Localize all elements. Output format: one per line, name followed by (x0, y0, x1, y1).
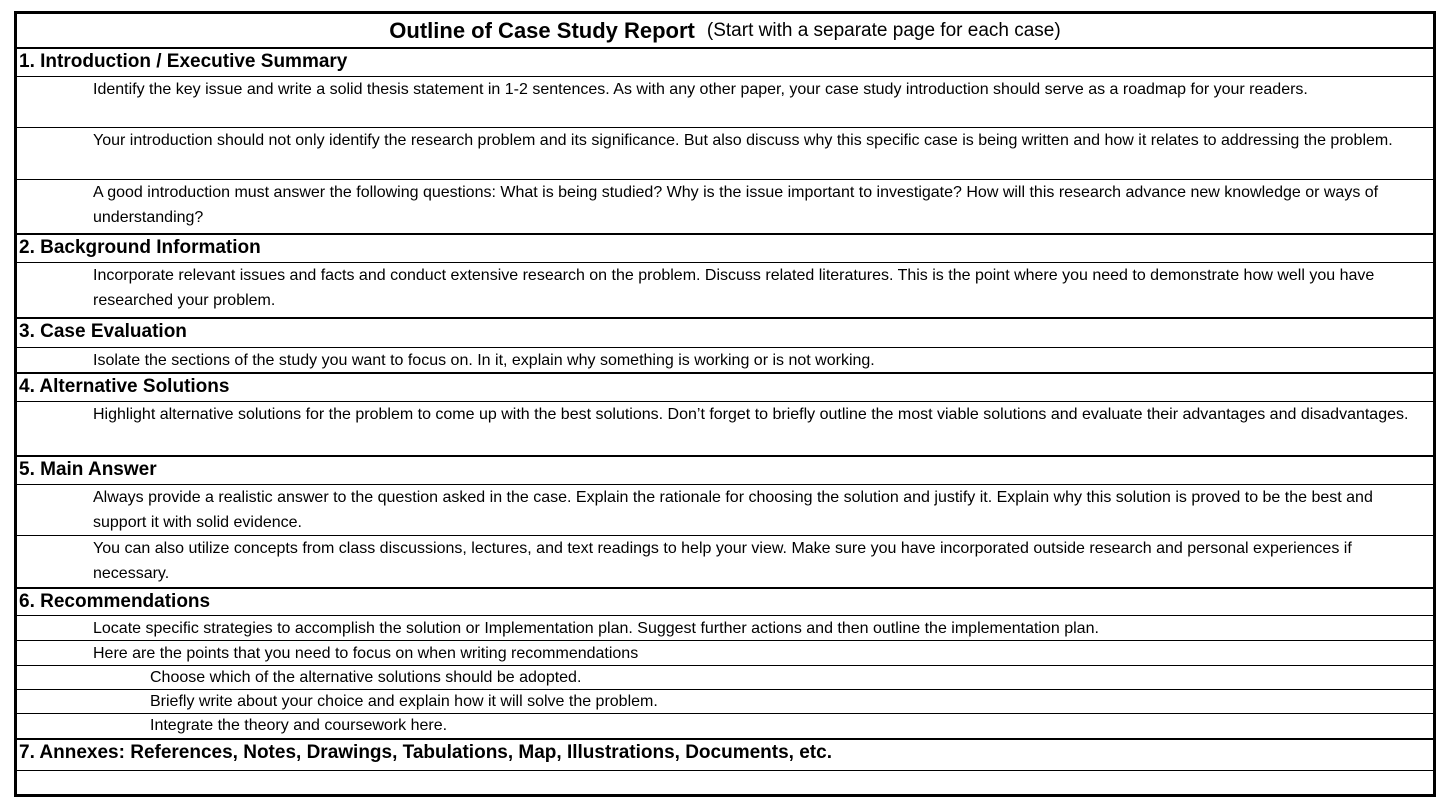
title-row (17, 14, 1433, 47)
introduction-paragraph-1: Identify the key issue and write a solid thesis statement in 1-2 sentences. As with any other paper, your case study introduction should serve as a roadmap for your readers. (17, 76, 1433, 127)
recommendation-point-1: Choose which of the alternative solutions should be adopted. (17, 665, 1433, 689)
recommendation-point-2: Briefly write about your choice and explain how it will solve the problem. (17, 689, 1433, 713)
page-subtitle: (Start with a separate page for each case) (706, 19, 1061, 41)
case-study-outline-sheet (14, 11, 1436, 797)
empty-row (17, 770, 1433, 794)
introduction-paragraph-2: Your introduction should not only identify the research problem and its significance. But also discuss why this specific case is being written and how it relates to addressing the problem. (17, 127, 1433, 179)
section-heading-introduction: 1. Introduction / Executive Summary (17, 47, 1433, 76)
section-heading-case-evaluation: 3. Case Evaluation (17, 317, 1433, 347)
main-answer-paragraph-2: You can also utilize concepts from class discussions, lectures, and text readings to help your view. Make sure you have incorporated outside research and personal experiences if necessary. (17, 535, 1433, 587)
recommendation-point-3: Integrate the theory and coursework here. (17, 713, 1433, 738)
page-title: Outline of Case Study Report (389, 17, 695, 43)
section-heading-background: 2. Background Information (17, 233, 1433, 262)
section-heading-annexes: 7. Annexes: References, Notes, Drawings, Tabulations, Map, Illustrations, Documents, etc. (17, 738, 1433, 770)
section-heading-main-answer: 5. Main Answer (17, 455, 1433, 484)
recommendations-paragraph-2: Here are the points that you need to focus on when writing recommendations (17, 640, 1433, 665)
background-paragraph-1: Incorporate relevant issues and facts and conduct extensive research on the problem. Discuss related literatures. This is the point where you need to demonstrate how well you have researched your problem. (17, 262, 1433, 317)
section-heading-alternative-solutions: 4. Alternative Solutions (17, 372, 1433, 401)
section-heading-recommendations: 6. Recommendations (17, 587, 1433, 615)
case-evaluation-paragraph-1: Isolate the sections of the study you want to focus on. In it, explain why something is working or is not working. (17, 347, 1433, 372)
alternative-solutions-paragraph-1: Highlight alternative solutions for the problem to come up with the best solutions. Don’t forget to briefly outline the most viable solutions and evaluate their advantages and disadvantages. (17, 401, 1433, 455)
introduction-paragraph-3: A good introduction must answer the following questions: What is being studied? Why is the issue important to investigate? How will this research advance new knowledge or ways of understanding? (17, 179, 1433, 233)
main-answer-paragraph-1: Always provide a realistic answer to the question asked in the case. Explain the rationale for choosing the solution and justify it. Explain why this solution is proved to be the best and support it with solid evidence. (17, 484, 1433, 535)
recommendations-paragraph-1: Locate specific strategies to accomplish the solution or Implementation plan. Suggest further actions and then outline the implementation plan. (17, 615, 1433, 640)
